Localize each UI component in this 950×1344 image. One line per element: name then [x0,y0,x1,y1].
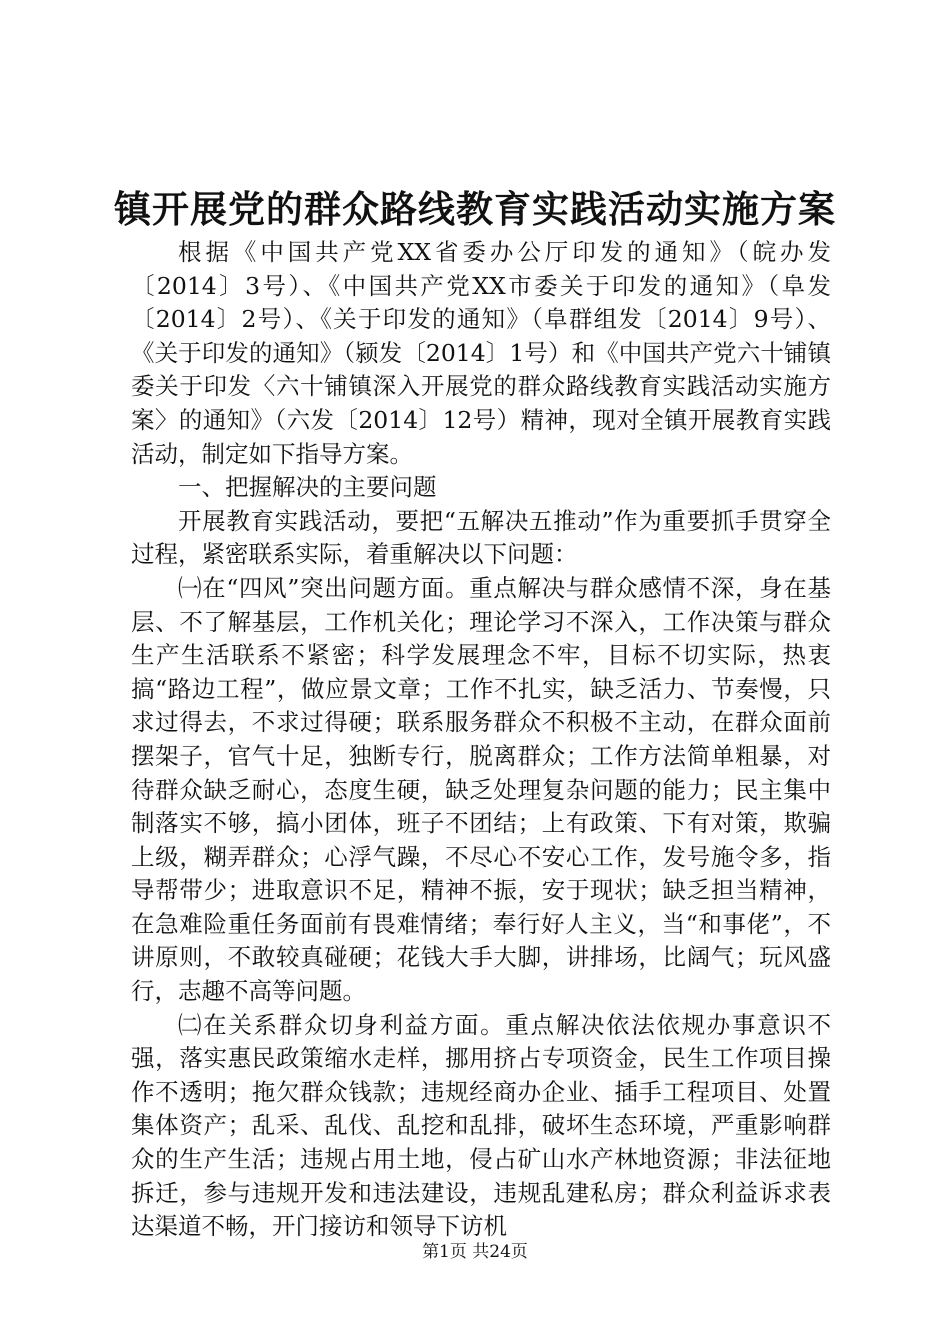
document-body [131,236,831,1244]
page-number-footer: 第1页 共24页 [422,1242,528,1262]
document-title: 镇开展党的群众路线教育实践活动实施方案 [114,187,836,231]
section-intro-paragraph: 开展教育实践活动，要把“五解决五推动”作为重要抓手贯穿全过程，紧密联系实际，着重解决以下问题： [131,506,831,569]
item-two-paragraph: ㈡在关系群众切身利益方面。重点解决依法依规办事意识不强，落实惠民政策缩水走样，挪用挤占专项资金，民生工作项目操作不透明；拖欠群众钱款；违规经商办企业、插手工程项目、处置集体资产；乱采、乱伐、乱挖和乱排，破坏生态环境，严重影响群众的生产生活；违规占用土地，侵占矿山水产林地资源；非法征地拆迁，参与违规开发和违法建设，违规乱建私房；群众利益诉求表达渠道不畅，开门接访和领导下访机 [131,1010,831,1241]
intro-paragraph: 根据《中国共产党XX省委办公厅印发的通知》（皖办发〔2014〕3号）、《中国共产党XX市委关于印发的通知》（阜发〔2014〕2号）、《关于印发的通知》（阜群组发〔2014〕9号）、《关于印发的通知》（颍发〔2014〕1号）和《中国共产党六十铺镇委关于印发〈六十铺镇深入开展党的群众路线教育实践活动实施方案〉的通知》（六发〔2014〕12号）精神，现对全镇开展教育实践活动，制定如下指导方案。 [131,238,831,468]
section-heading: 一、把握解决的主要问题 [178,473,437,502]
item-one-paragraph: ㈠在“四风”突出问题方面。重点解决与群众感情不深，身在基层、不了解基层，工作机关化；理论学习不深入，工作决策与群众生产生活联系不紧密；科学发展理念不牢，目标不切实际，热衷搞“路边工程”，做应景文章；工作不扎实，缺乏活力、节奏慢，只求过得去，不求过得硬；联系服务群众不积极不主动，在群众面前摆架子，官气十足，独断专行，脱离群众；工作方法简单粗暴，对待群众缺乏耐心，态度生硬，缺乏处理复杂问题的能力；民主集中制落实不够，搞小团体，班子不团结；上有政策、下有对策，欺骗上级，糊弄群众；心浮气躁，不尽心不安心工作，发号施令多，指导帮带少；进取意识不足，精神不振，安于现状；缺乏担当精神，在急难险重任务面前有畏难情绪；奉行好人主义，当“和事佬”，不讲原则，不敢较真碰硬；花钱大手大脚，讲排场，比阔气；玩风盛行，志趣不高等问题。 [131,573,831,1006]
